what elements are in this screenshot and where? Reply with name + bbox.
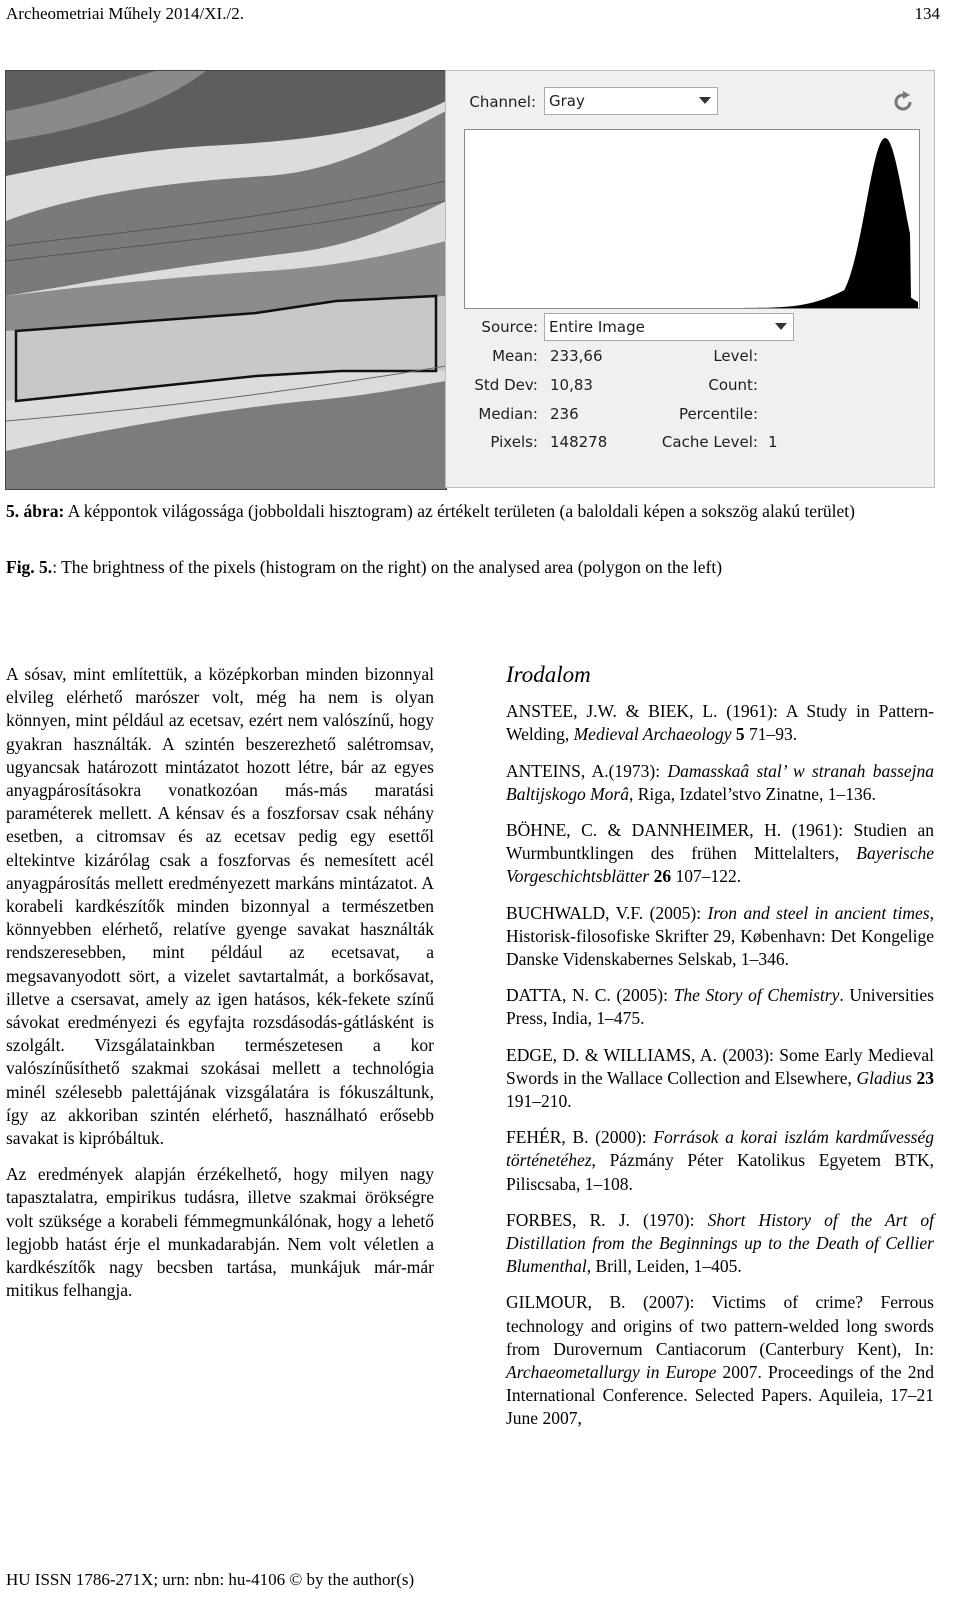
reference-tail: , Brill, Leiden, 1–405. xyxy=(586,1256,742,1277)
histogram-chart xyxy=(464,129,920,309)
reference-text: FEHÉR, B. (2000): xyxy=(506,1127,654,1148)
source-label: Source: xyxy=(481,318,538,336)
caption-english xyxy=(6,556,934,578)
histogram-panel xyxy=(445,70,935,488)
micrograph-image xyxy=(5,70,447,490)
reference-text: FORBES, R. J. (1970): xyxy=(506,1209,708,1230)
channel-value: Gray xyxy=(549,92,585,110)
caption-en-label: Fig. 5. xyxy=(6,557,53,577)
reference-title: Bayerische Vorgeschichtsblätter xyxy=(506,843,934,887)
reference-title: Források a korai iszlám kardművesség történetéhez xyxy=(506,1127,934,1171)
reference-item xyxy=(506,902,934,972)
reference-volume: 5 xyxy=(731,724,745,745)
std-dev-value: 10,83 xyxy=(550,376,593,394)
std-dev-label: Std Dev: xyxy=(474,376,538,394)
mean-value: 233,66 xyxy=(550,347,603,365)
source-select[interactable] xyxy=(544,313,794,341)
reference-text: ANSTEE, J.W. & BIEK, L. (1961): A Study in Pattern-Welding, xyxy=(506,701,934,745)
reference-item xyxy=(506,1291,934,1430)
micrograph-drawing xyxy=(6,71,446,489)
reference-volume: 23 xyxy=(911,1067,935,1088)
reference-tail: 2007. Proceedings of the 2nd International Conference. Selected Papers. Aquileia, 17–21 June 2007, xyxy=(506,1362,934,1429)
body-paragraph: A sósav, mint említettük, a középkorban minden bizonnyal elvileg elérhető marószer volt, még ha nem is olyan könnyen, mint például az ecetsav, ezért nem valószínű, hogy gyakran használták. A szintén beszerezhető salétromsav, ugyancsak határozott mintázatot hozott létre, bár az egyes anyagpárosításokra vonatkozóan más-más maratási paraméterek mellett. A kénsav és a foszforsav csak néhány esetben, a citromsav és az ecetsav pedig egy esettől eltekintve kizárólag csak a foszforvas és nemesített acél anyagpárosítás mellett eredményezett markáns mintázatot. A korabeli kardkészítők minden bizonnyal a természetben könnyebben elérhető, relatíve gyenge savakat használták rendszeresebben, mint például az ecetsavat, a megsavanyodott sört, a vizelet savtartalmát, a borkősavat, illetve a csersavat, amely az igen hatásos, kék-fekete színű sávokat eredményezi és egyfajta rozsdásodás-gátlásként is szolgált. Vizsgálatainkban természetesen a kor valószínűsíthető szakmai szokásai mellett a technológia minél szélesebb palettájának vizsgálatára is fókuszáltunk, így az akkoriban szintén elérhető, használható erősebb savakat is kipróbáltuk. xyxy=(6,664,434,1149)
body-paragraph: Az eredmények alapján érzékelhető, hogy milyen nagy tapasztalatra, empirikus tudásra, illetve szakmai örökségre volt szüksége a korabeli fémmegmunkálónak, hogy a lehető legjobb hatást érje el munkadarabján. Nem volt véletlen a kardkészítők nagy becsben tartása, munkájuk már-már mitikus felhangja. xyxy=(6,1164,434,1301)
reference-title: The Story of Chemistry xyxy=(673,985,840,1006)
reference-text: GILMOUR, B. (2007): Victims of crime? Ferrous technology and origins of two pattern-welded long swords from Durovernum Cantiacorum (Canterbury Kent), In: xyxy=(506,1292,934,1359)
figure-5 xyxy=(5,70,935,488)
reference-item xyxy=(506,819,934,889)
reference-tail: 71–93. xyxy=(744,724,798,745)
caption-hu-text: A képpontok világossága (jobboldali hisztogram) az értékelt területen (a baloldali képen a sokszög alakú terület) xyxy=(64,501,855,521)
reference-tail: 191–210. xyxy=(506,1091,572,1112)
reference-title: Archaeometallurgy in Europe xyxy=(506,1362,717,1383)
chevron-down-icon xyxy=(775,323,787,330)
reference-title: Iron and steel in ancient times xyxy=(707,902,930,923)
body-column xyxy=(6,663,434,1315)
reference-item xyxy=(506,1126,934,1196)
reference-tail: , Pázmány Péter Katolikus Egyetem BTK, Piliscsaba, 1–108. xyxy=(506,1150,934,1194)
reference-text: DATTA, N. C. (2005): xyxy=(506,985,674,1006)
reference-tail: 107–122. xyxy=(671,866,742,887)
reference-title: Medieval Archaeology xyxy=(573,724,732,745)
cache-level-label: Cache Level: xyxy=(661,433,758,451)
caption-en-text: : The brightness of the pixels (histogram on the right) on the analysed area (polygon on the left) xyxy=(52,557,723,577)
reference-title: Short History of the Art of Distillation from the Beginnings up to the Death of Cellier Blumenthal xyxy=(506,1209,934,1277)
pixels-value: 148278 xyxy=(550,433,608,451)
footer-issn: HU ISSN 1786-271X; urn: nbn: hu-4106 © by the author(s) xyxy=(6,1570,415,1589)
median-value: 236 xyxy=(550,405,579,423)
percentile-label: Percentile: xyxy=(678,405,758,423)
reference-item xyxy=(506,1044,934,1114)
page-number: 134 xyxy=(914,4,940,23)
reference-list xyxy=(506,700,934,1430)
chevron-down-icon xyxy=(699,97,711,104)
reference-item xyxy=(506,984,934,1030)
source-value: Entire Image xyxy=(549,318,645,336)
reference-item xyxy=(506,760,934,806)
journal-header: Archeometriai Műhely 2014/XI./2. xyxy=(6,4,244,23)
histogram-graph xyxy=(465,130,919,308)
reference-item xyxy=(506,700,934,746)
reference-text: EDGE, D. & WILLIAMS, A. (2003): Some Early Medieval Swords in the Wallace Collection and Elsewhere, xyxy=(506,1044,934,1088)
reference-text: BUCHWALD, V.F. (2005): xyxy=(506,902,708,923)
median-label: Median: xyxy=(478,405,538,423)
caption-hungarian xyxy=(6,500,934,522)
reference-title: Damasskaâ stal’ w stranah bassejna Baltijskogo Morâ xyxy=(506,760,934,804)
channel-label: Channel: xyxy=(469,93,536,111)
references-column xyxy=(506,663,934,1444)
reference-tail: , Historisk-filosofiske Skrifter 29, København: Det Kongelige Danske Videnskabernes Selskab, 1–346. xyxy=(506,902,934,970)
references-heading: Irodalom xyxy=(506,662,591,687)
reference-text: ANTEINS, A.(1973): xyxy=(506,760,668,781)
reference-tail: . Universities Press, India, 1–475. xyxy=(506,985,934,1029)
channel-select[interactable] xyxy=(544,87,718,115)
cache-level-value: 1 xyxy=(768,433,778,451)
count-label: Count: xyxy=(708,376,758,394)
level-label: Level: xyxy=(713,347,758,365)
pixels-label: Pixels: xyxy=(490,433,538,451)
histogram-area xyxy=(465,138,918,308)
reference-title: Gladius xyxy=(856,1067,912,1088)
reference-volume: 26 xyxy=(649,866,672,887)
mean-label: Mean: xyxy=(492,347,538,365)
refresh-icon[interactable] xyxy=(890,89,916,115)
reference-item xyxy=(506,1209,934,1279)
reference-tail: , Riga, Izdatel’stvo Zinatne, 1–136. xyxy=(628,783,876,804)
reference-text: BÖHNE, C. & DANNHEIMER, H. (1961): Studien an Wurmbuntklingen des frühen Mittelalters, xyxy=(506,820,934,864)
caption-hu-label: 5. ábra: xyxy=(6,501,65,521)
